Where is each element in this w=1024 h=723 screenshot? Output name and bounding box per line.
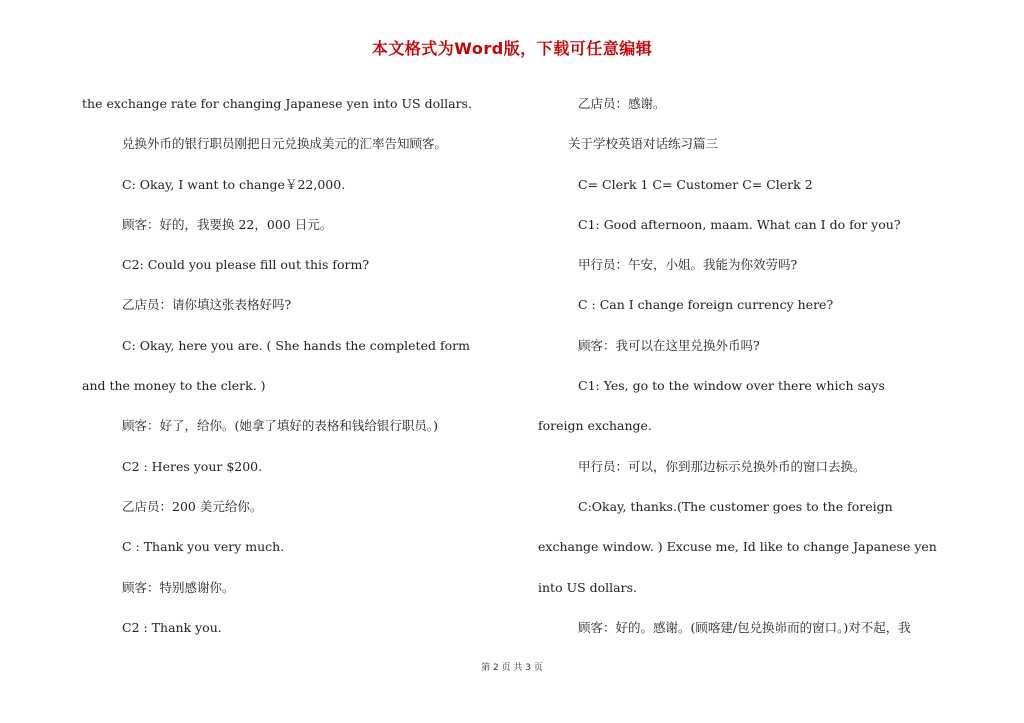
text-line: 顾客：特别感谢你。 <box>122 579 235 595</box>
text-line: the exchange rate for changing Japanese yen into US dollars. <box>82 96 472 111</box>
left-text-column <box>82 84 500 648</box>
document-header-title: 本文格式为Word版，下载可任意编辑 <box>371 39 653 58</box>
text-line: C2 : Heres your $200. <box>122 458 263 474</box>
text-line: 顾客：好了，给你。(她拿了填好的表格和钱给银行职员。) <box>122 418 439 434</box>
text-line: C1: Good afternoon, maam. What can I do for you? <box>578 216 901 232</box>
text-line: 甲行员：可以，你到那边标示兑换外币的窗口去换。 <box>578 458 866 474</box>
text-line: C= Clerk 1 C= Customer C= Clerk 2 <box>578 176 813 192</box>
text-line: 顾客：好的。感谢。(顾喀建/包兑换峁而的窗口。)对不起，我 <box>578 619 911 635</box>
text-line: 顾客：我可以在这里兑换外币吗? <box>578 337 760 353</box>
text-line: C: Okay, I want to change￥22,000. <box>122 176 346 192</box>
text-line: 兑换外币的银行职员刚把日元兑换成美元的汇率告知顾客。 <box>122 136 448 152</box>
page-number-footer: 第 2 页 共 3 页 <box>481 663 543 673</box>
text-line: C:Okay, thanks.(The customer goes to the foreign <box>578 498 893 514</box>
text-line: C : Thank you very much. <box>122 539 285 555</box>
text-line: 甲行员：午安，小姐。我能为你效劳吗? <box>578 257 798 273</box>
text-line: 顾客：好的，我要换 22，000 日元。 <box>122 216 333 232</box>
text-line: into US dollars. <box>538 579 637 595</box>
text-line: 乙店员：200 美元给你。 <box>122 498 263 514</box>
text-line: C : Can I change foreign currency here? <box>578 297 834 313</box>
text-line: exchange window. ) Excuse me, Id like to change Japanese yen <box>538 539 937 555</box>
text-line: 乙店员：请你填这张表格好吗? <box>122 297 292 313</box>
text-line: C1: Yes, go to the window over there which says <box>578 378 885 394</box>
text-line: C2: Could you please fill out this form? <box>122 257 370 273</box>
text-line: C2 : Thank you. <box>122 619 222 635</box>
right-text-column <box>538 84 958 648</box>
text-line: 乙店员：感谢。 <box>578 96 666 111</box>
text-line: and the money to the clerk. ) <box>82 378 266 394</box>
text-line: C: Okay, here you are. ( She hands the completed form <box>122 337 470 353</box>
section-heading: 关于学校英语对话练习篇三 <box>568 136 719 152</box>
text-line: foreign exchange. <box>538 418 652 434</box>
